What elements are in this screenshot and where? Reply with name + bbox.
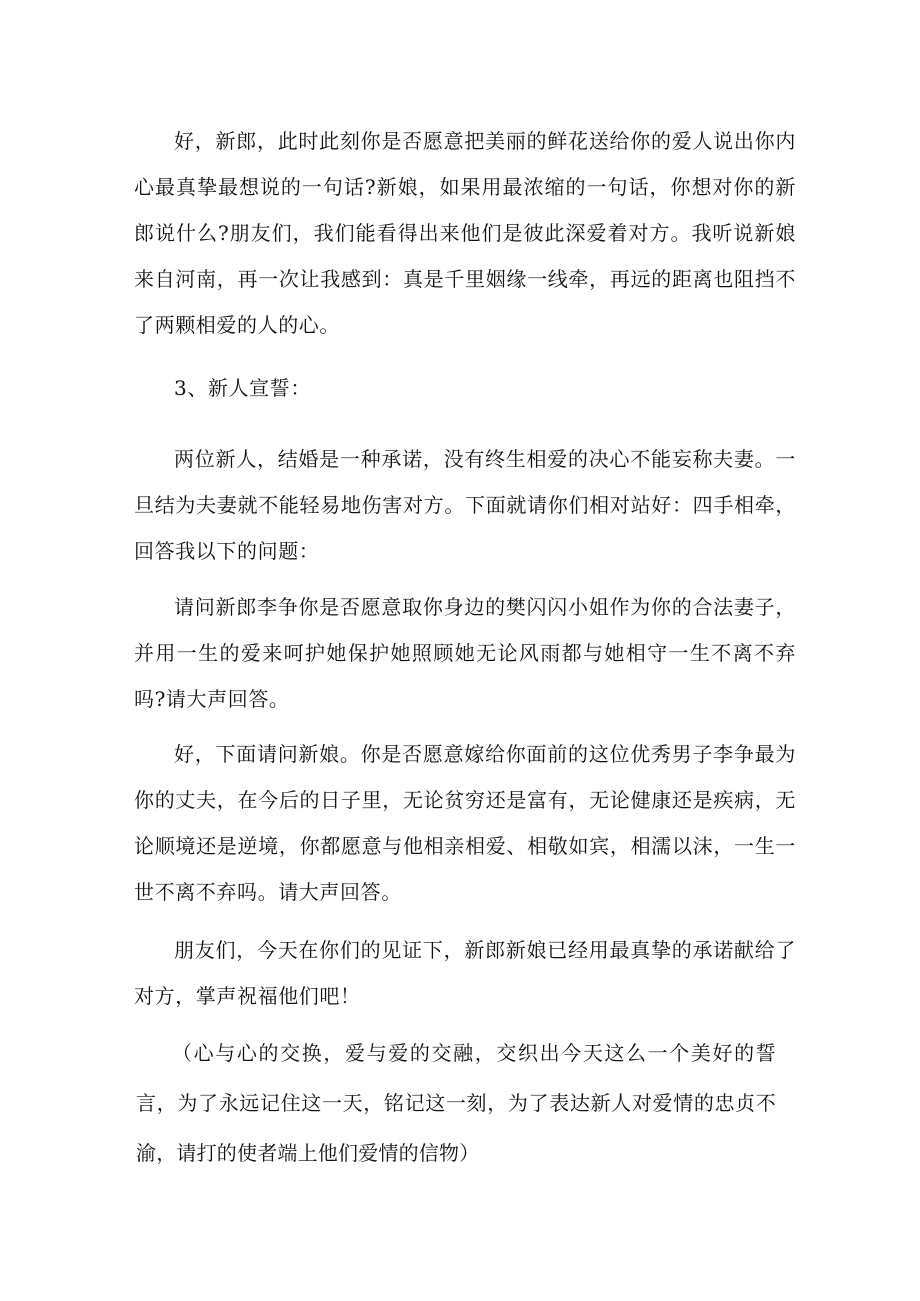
paragraph-stage-direction: （心与心的交换，爱与爱的交融，交织出今天这么一个美好的誓言，为了永远记住这一天，铭记这一刻，为了表达新人对爱情的忠贞不渝，请打的使者端上他们爱情的信物） — [136, 1041, 776, 1165]
paragraph-groom-question: 请问新郎李争你是否愿意取你身边的樊闪闪小姐作为你的合法妻子，并用一生的爱来呵护她保护她照顾她无论风雨都与她相守一生不离不弃吗?请大声回答。 — [134, 595, 796, 711]
paragraph-vow-intro: 两位新人，结婚是一种承诺，没有终生相爱的决心不能妄称夫妻。一旦结为夫妻就不能轻易地伤害对方。下面就请你们相对站好：四手相牵，回答我以下的问题： — [134, 447, 796, 563]
paragraph-applause: 朋友们，今天在你们的见证下，新郎新娘已经用最真挚的承诺献给了对方，掌声祝福他们吧！ — [134, 938, 796, 1008]
paragraph-bride-question: 好，下面请问新娘。你是否愿意嫁给你面前的这位优秀男子李争最为你的丈夫，在今后的日子里，无论贫穷还是富有，无论健康还是疾病，无论顺境还是逆境，你都愿意与他相亲相爱、相敬如宾，相濡以沫，一生一世不离不弃吗。请大声回答。 — [134, 742, 796, 904]
paragraph-flowers: 好，新郎，此时此刻你是否愿意把美丽的鲜花送给你的爱人说出你内心最真挚最想说的一句话?新娘，如果用最浓缩的一句话，你想对你的新郎说什么?朋友们，我们能看得出来他们是彼此深爱着对方。我听说新娘来自河南，再一次让我感到：真是千里姻缘一线牵，再远的距离也阻挡不了两颗相爱的人的心。 — [134, 129, 796, 337]
section-heading-vows: 3、新人宣誓： — [174, 376, 311, 400]
